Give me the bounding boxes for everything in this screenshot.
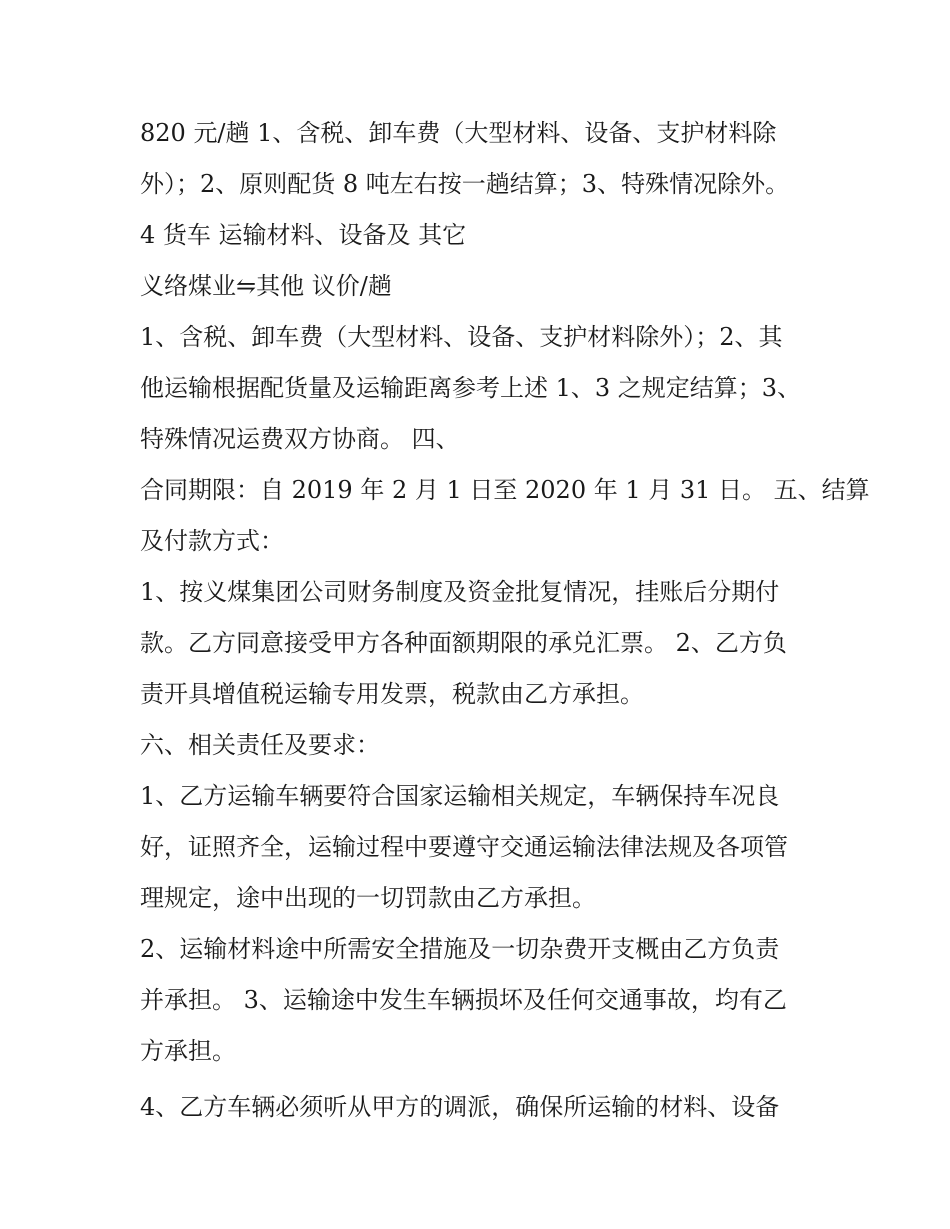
text-line: 责开具增值税运输专用发票，税款由乙方承担。 <box>140 680 644 708</box>
text-line: 合同期限：自 2019 年 2 月 1 日至 2020 年 1 月 31 日。 五、结算 <box>140 476 870 504</box>
text-line: 款。乙方同意接受甲方各种面额期限的承兑汇票。 2、乙方负 <box>140 629 787 657</box>
text-line: 外）；2、原则配货 8 吨左右按一趟结算；3、特殊情况除外。 <box>140 170 790 198</box>
text-line: 1、乙方运输车辆要符合国家运输相关规定，车辆保持车况良 <box>140 782 780 810</box>
section-heading: 六、相关责任及要求： <box>140 731 380 759</box>
text-line: 1、按义煤集团公司财务制度及资金批复情况，挂账后分期付 <box>140 578 780 606</box>
text-line: 及付款方式： <box>140 527 284 555</box>
text-line: 义络煤业⇋其他 议价/趟 <box>140 272 392 300</box>
text-line: 理规定，途中出现的一切罚款由乙方承担。 <box>140 884 596 912</box>
text-line: 特殊情况运费双方协商。 四、 <box>140 425 460 453</box>
text-line: 好，证照齐全，运输过程中要遵守交通运输法律法规及各项管 <box>140 833 788 861</box>
text-line: 1、含税、卸车费（大型材料、设备、支护材料除外）；2、其 <box>140 323 783 351</box>
text-line: 820 元/趟 1、含税、卸车费（大型材料、设备、支护材料除 <box>140 119 777 147</box>
text-line: 他运输根据配货量及运输距离参考上述 1、3 之规定结算；3、 <box>140 374 802 402</box>
text-line: 2、运输材料途中所需安全措施及一切杂费开支概由乙方负责 <box>140 935 780 963</box>
document-body <box>140 108 870 1133</box>
text-line: 4、乙方车辆必须听从甲方的调派，确保所运输的材料、设备 <box>140 1093 780 1121</box>
text-line: 方承担。 <box>140 1037 236 1065</box>
text-line: 4 货车 运输材料、设备及 其它 <box>140 221 467 249</box>
text-line: 并承担。 3、运输途中发生车辆损坏及任何交通事故，均有乙 <box>140 986 787 1014</box>
